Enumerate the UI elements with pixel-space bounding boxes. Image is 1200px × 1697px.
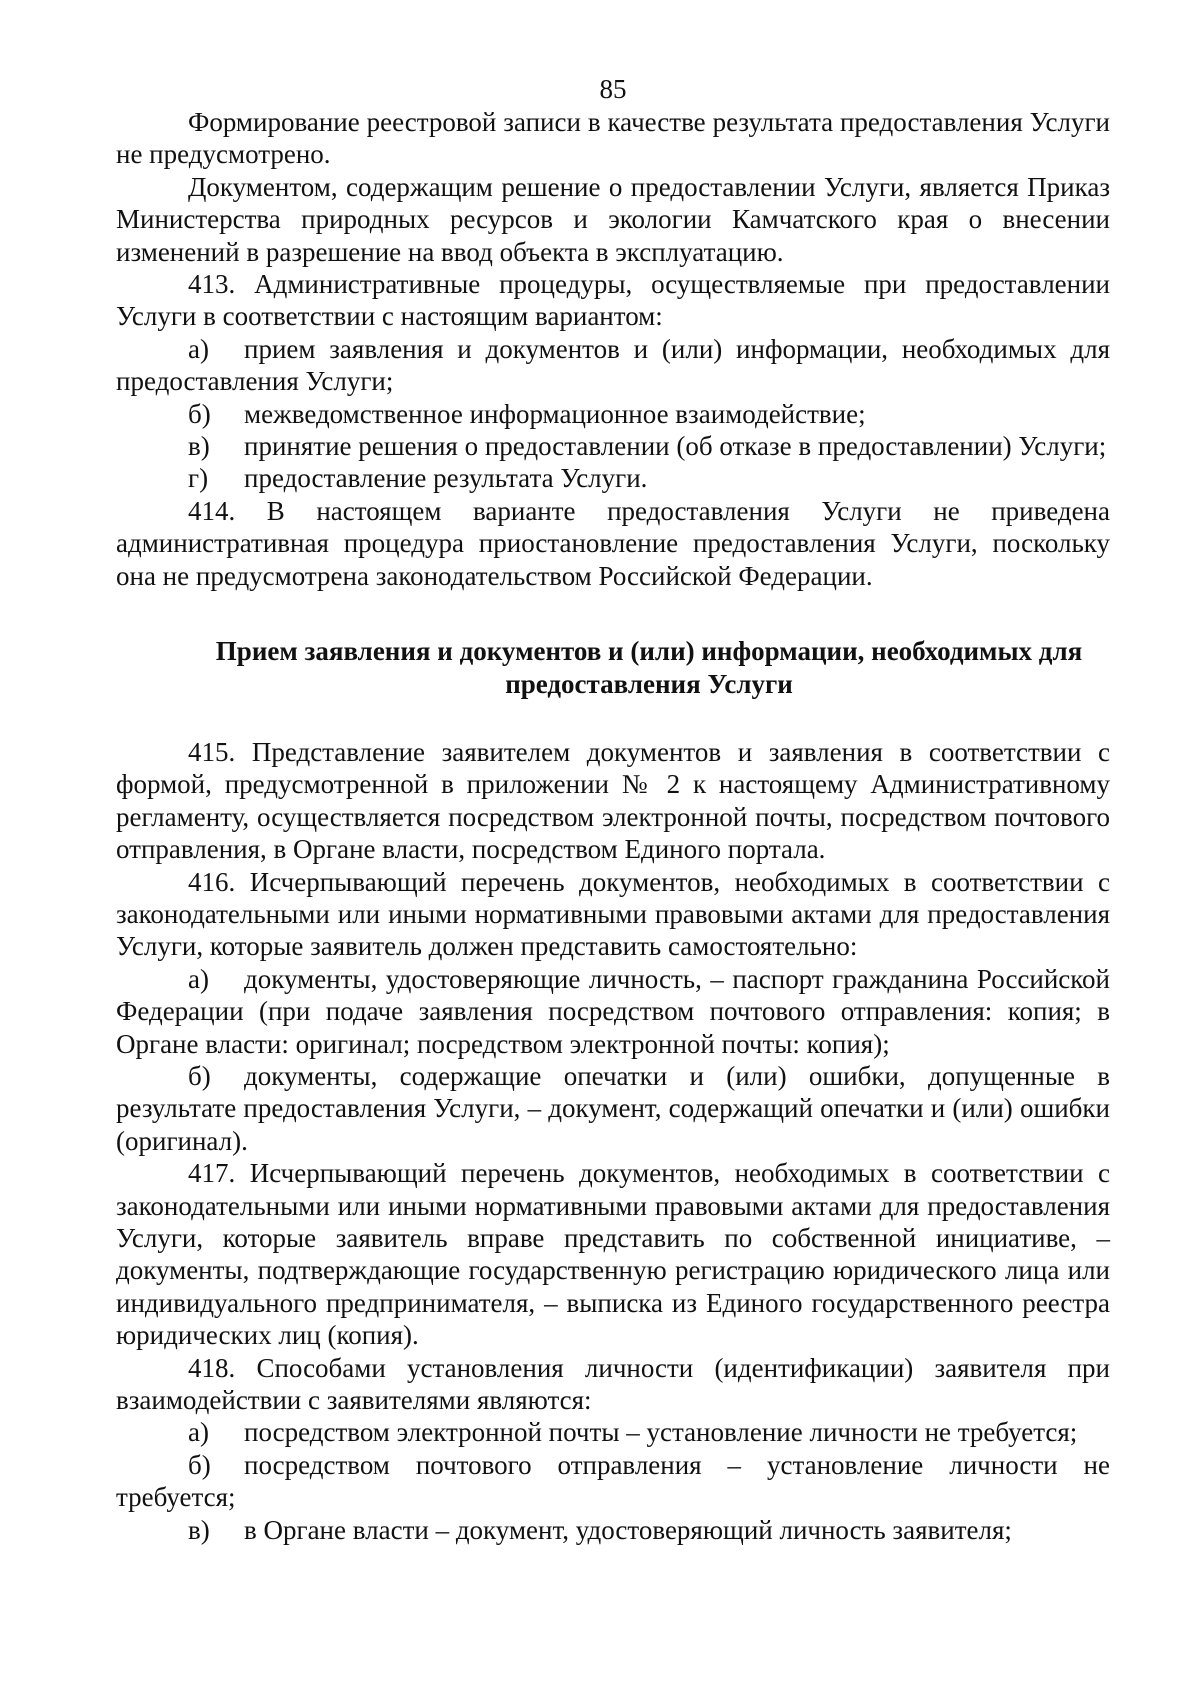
list-item-text: документы, содержащие опечатки и (или) ошибки, допущенные в результате предоставления Услуги, – документ, содержащий опечатки и (или) ошибки (оригинал). — [116, 1060, 1110, 1156]
paragraph-registry-record: Формирование реестровой записи в качестве результата предоставления Услуги не предусмотрено. — [116, 107, 1110, 170]
list-item — [116, 1514, 1110, 1546]
section-heading — [116, 635, 1110, 700]
list-item-text: межведомственное информационное взаимодействие; — [244, 398, 866, 429]
list-item — [116, 1060, 1110, 1157]
list-marker: а) — [188, 963, 209, 994]
paragraph-413: 413. Административные процедуры, осуществляемые при предоставлении Услуги в соответствии с настоящим вариантом: — [116, 269, 1110, 332]
list-item — [116, 1449, 1110, 1514]
section-heading-line: Прием заявления и документов и (или) информации, необходимых для — [215, 636, 1083, 667]
list-marker: г) — [188, 463, 209, 494]
list-item — [116, 333, 1110, 398]
list-item-text: в Органе власти – документ, удостоверяющий личность заявителя; — [244, 1514, 1012, 1545]
paragraph-416: 416. Исчерпывающий перечень документов, необходимых в соответствии с законодательными или иными нормативными правовыми актами для предоставления Услуги, которые заявитель должен представить самостоятельно: — [116, 866, 1110, 962]
list-item-text: предоставление результата Услуги. — [244, 463, 648, 494]
list-marker: б) — [188, 1060, 211, 1091]
list-marker: а) — [188, 1417, 209, 1448]
list-item — [116, 398, 1110, 430]
list-item — [116, 1416, 1110, 1448]
list-item-text: посредством почтового отправления – установление личности не требуется; — [116, 1449, 1110, 1513]
list-item-text: прием заявления и документов и (или) информации, необходимых для предоставления Услуги; — [116, 333, 1110, 397]
paragraph-414: 414. В настоящем варианте предоставления Услуги не приведена административная процедура приостановление предоставления Услуги, поскольку она не предусмотрена законодательством Российской Федерации. — [116, 495, 1110, 591]
list-item-text: документы, удостоверяющие личность, – паспорт гражданина Российской Федерации (при подаче заявления посредством почтового отправления: копия; в Органе власти: оригинал; посредством электронной почты: копия); — [116, 963, 1110, 1059]
list-item-text: принятие решения о предоставлении (об отказе в предоставлении) Услуги; — [244, 431, 1107, 462]
page-number: 85 — [599, 74, 627, 104]
list-marker: в) — [188, 431, 210, 462]
list-marker: б) — [188, 398, 211, 429]
paragraph-415: 415. Представление заявителем документов и заявления в соответствии с формой, предусмотренной в приложении № 2 к настоящему Административному регламенту, осуществляется посредством электронной почты, посредством почтового отправления, в Органе власти, посредством Единого портала. — [116, 736, 1110, 865]
paragraph-decision-document: Документом, содержащим решение о предоставлении Услуги, является Приказ Министерства природных ресурсов и экологии Камчатского края о внесении изменений в разрешение на ввод объекта в эксплуатацию. — [116, 171, 1110, 267]
list-marker: в) — [188, 1514, 210, 1545]
section-heading-line: предоставления Услуги — [505, 668, 793, 699]
list-item — [116, 963, 1110, 1060]
list-item — [116, 430, 1110, 462]
paragraph-417: 417. Исчерпывающий перечень документов, необходимых в соответствии с законодательными или иными нормативными правовыми актами для предоставления Услуги, которые заявитель вправе представить по собственной инициативе, – документы, подтверждающие государственную регистрацию юридического лица или индивидуального предпринимателя, – выписка из Единого государственного реестра юридических лиц (копия). — [116, 1158, 1110, 1351]
list-marker: б) — [188, 1449, 211, 1480]
list-item — [116, 462, 1110, 494]
list-marker: а) — [188, 333, 209, 364]
list-item-text: посредством электронной почты – установление личности не требуется; — [244, 1417, 1078, 1448]
paragraph-418: 418. Способами установления личности (идентификации) заявителя при взаимодействии с заявителями являются: — [116, 1352, 1110, 1416]
